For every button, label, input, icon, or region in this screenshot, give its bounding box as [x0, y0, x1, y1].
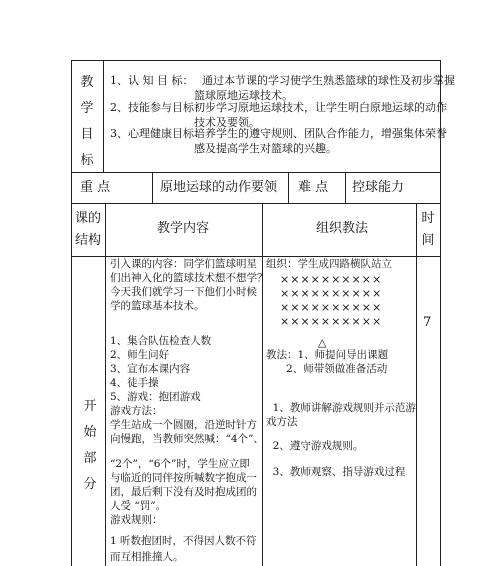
content-line: 团，最后剩下没有及时抱成团的 [110, 486, 257, 498]
content-line: 向慢跑，当教师突然喊：“4个”、 [110, 433, 264, 445]
formation-row: ×××××××××× [280, 287, 383, 300]
content-line: 5、游戏：抱团游戏 [110, 391, 201, 403]
content-line: 游戏方法： [110, 405, 163, 417]
content-header: 教学内容 [157, 221, 210, 236]
method-line: 2、遵守游戏规则。 [266, 440, 364, 452]
method-line: 教法：1、师提问导出课题 [266, 349, 389, 361]
content-line: 4、徒手操 [110, 377, 159, 389]
col-divider-key-1 [152, 172, 153, 204]
row-divider-header [71, 256, 441, 257]
method-line: 1、教师讲解游戏规则并示范游 [266, 402, 416, 414]
col-divider-key-3 [345, 172, 346, 204]
content-line: “2个”，“6个”时，学生应立即 [110, 458, 250, 470]
difficulty-value: 控球能力 [352, 180, 405, 195]
method-line: 戏方法 [266, 416, 298, 428]
time-header: 时 间 [421, 211, 435, 248]
objectives-header: 教 学 目 标 [80, 75, 94, 168]
objective-text: 培养学生的遵守规则、团队合作能力，增强集体荣誉 [194, 127, 447, 140]
formation-row: ×××××××××× [280, 301, 383, 314]
col-divider-structure [105, 203, 106, 566]
content-line: 今天我们就学习一下他们小时候 [110, 286, 257, 298]
key-point-value: 原地运球的动作要领 [160, 180, 278, 195]
content-line: 人受 “罚”。 [110, 500, 167, 512]
objective-text: 技术及要领。 [194, 116, 260, 129]
content-line: 而互相推撞人。 [110, 551, 184, 563]
objective-label: 3、心理健康目标： [110, 127, 205, 140]
content-line: 们出神入化的篮球技术想不想学？ [110, 272, 268, 284]
content-line: 2、师生问好 [110, 349, 170, 361]
col-divider-key-2 [288, 172, 289, 204]
content-line: 游戏规则： [110, 514, 163, 526]
objective-label: 2、技能参与目标： [110, 101, 205, 114]
objective-text: 通过本节课的学习使学生熟悉篮球的球性及初步掌握 [202, 74, 455, 87]
method-header: 组织教法 [316, 221, 369, 236]
method-line: 2、师带领做准备活动 [266, 363, 388, 375]
formation-row: ×××××××××× [280, 273, 383, 286]
content-line: 引入课的内容：同学们篮球明星 [110, 258, 257, 270]
structure-header: 课的 结构 [74, 211, 101, 248]
table-border-left [71, 60, 72, 566]
content-line: 学生站成一个圆圈，沿逆时针方 [110, 419, 257, 431]
row-divider-keypoints [71, 203, 441, 204]
objective-text: 篮球原地运球技术。 [194, 89, 293, 102]
content-line: 学的篮球基本技术。 [110, 300, 205, 312]
objective-text: 感及提高学生对篮球的兴趣。 [194, 142, 337, 155]
start-section-label: 开 始 部 分 [83, 399, 97, 492]
method-line: 3、教师观察、指导游戏过程 [266, 466, 406, 478]
teacher-triangle-icon: △ [318, 336, 327, 349]
key-point-label: 重 点 [80, 180, 111, 195]
content-line: 1 听数抱团时，不得因人数不符 [110, 535, 257, 547]
content-line: 与临近的同伴按所喊数字抱成一 [110, 472, 257, 484]
col-divider-content [262, 203, 263, 566]
col-divider-objectives [103, 60, 104, 173]
formation-title: 组织：学生成四路横队站立 [266, 258, 392, 270]
table-border-top [71, 60, 441, 61]
formation-row: ×××××××××× [280, 315, 383, 328]
objective-text: 初步学习原地运球技术，让学生明白原地运球的动作 [194, 101, 447, 114]
content-line: 3、宣布本课内容 [110, 363, 191, 375]
objective-label: 1、认 知 目 标： [110, 74, 194, 87]
difficulty-label: 难 点 [298, 180, 329, 195]
col-divider-method [416, 203, 417, 566]
content-line: 1、集合队伍检查人数 [110, 335, 212, 347]
row-divider-objectives [71, 172, 441, 173]
time-value: 7 [423, 315, 432, 330]
